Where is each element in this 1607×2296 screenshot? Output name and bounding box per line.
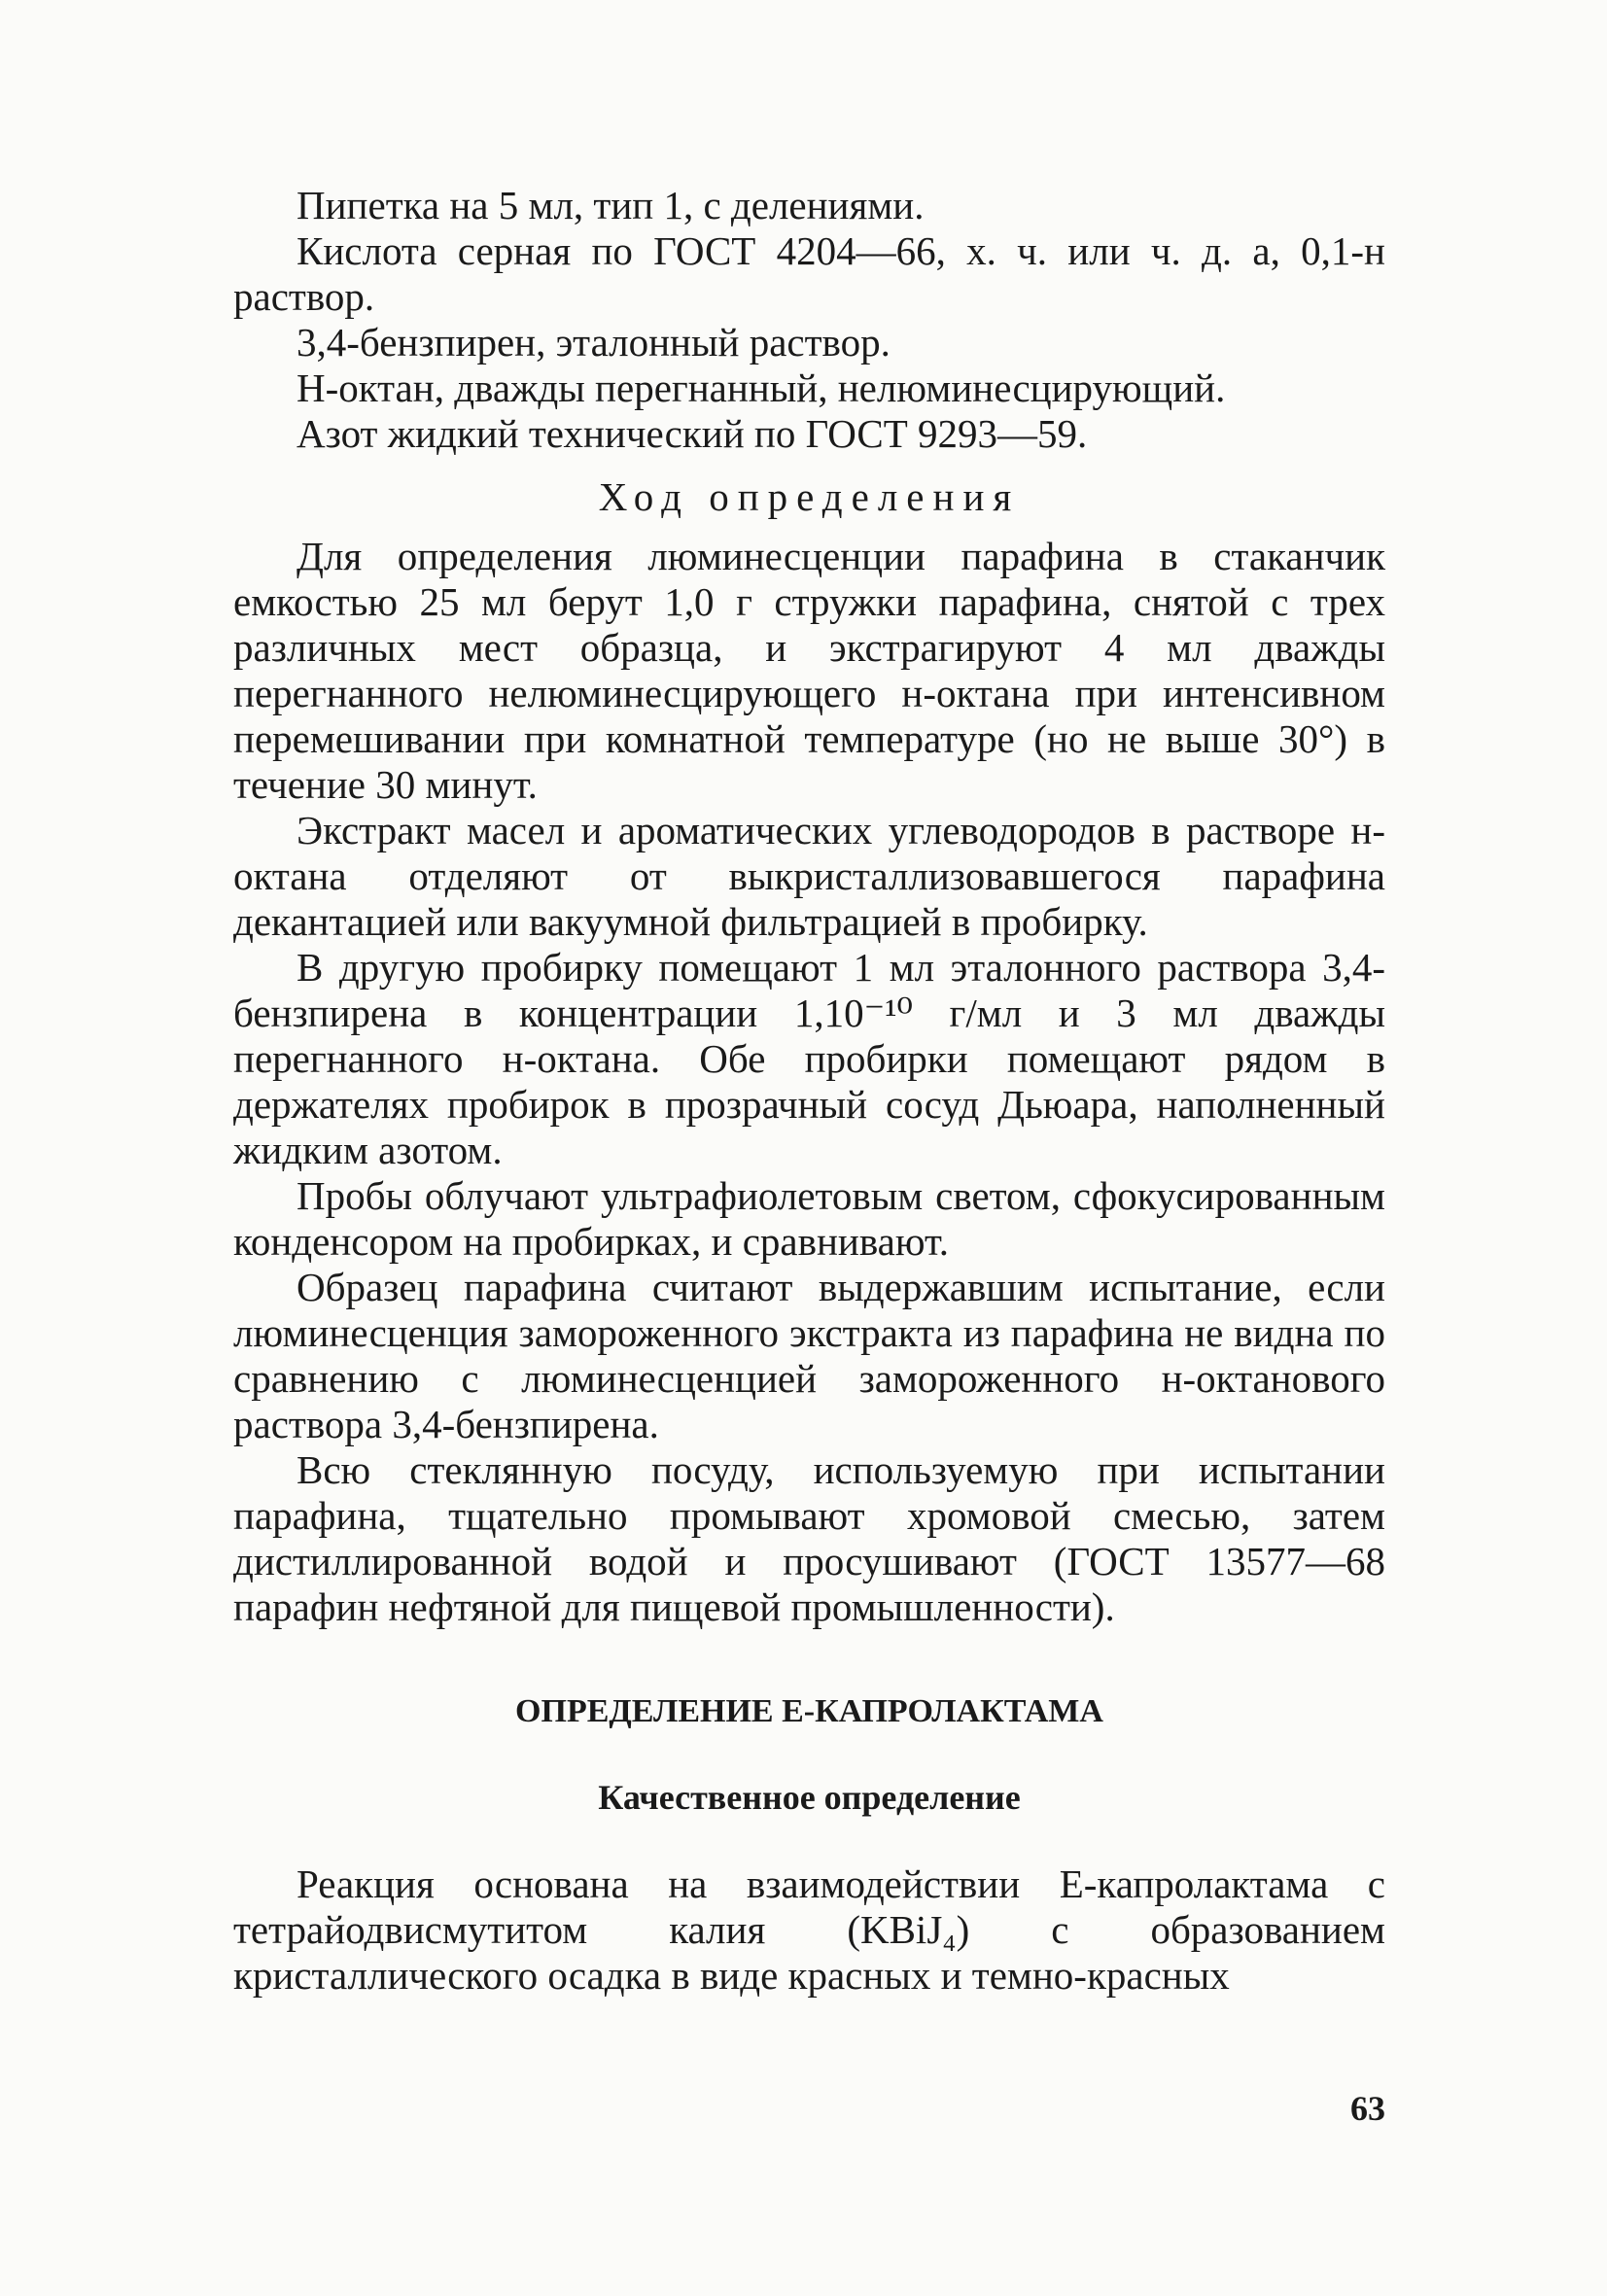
procedure-paragraph: Для определения люминесценции парафина в стаканчик емкостью 25 мл берут 1,0 г стружки парафина, снятой с трех различных мест образца, и экстрагируют 4 мл дважды перегнанного нелюминесцирующего н-октана при интенсивном перемешивании при комнатной температуре (но не выше 30°) в течение 30 минут.: [233, 534, 1385, 807]
procedure-paragraph: Образец парафина считают выдержавшим испытание, если люминесценция замороженного экстракта из парафина не видна по сравнению с люминесценцией замороженного н-октанового раствора 3,4-бензпирена.: [233, 1265, 1385, 1446]
page-number: 63: [1350, 2089, 1385, 2128]
procedure-paragraph: Пробы облучают ультрафиолетовым светом, сфокусированным конденсором на пробирках, и сравнивают.: [233, 1173, 1385, 1264]
reagent-line: Н-октан, дважды перегнанный, нелюминесцирующий.: [297, 365, 1226, 410]
procedure-paragraph: В другую пробирку помещают 1 мл эталонного раствора 3,4-бензпирена в концентрации 1,10⁻¹⁰ г/мл и 3 мл дважды перегнанного н-октана. Обе пробирки помещают рядом в держателях пробирок в прозрачный сосуд Дьюара, наполненный жидким азотом.: [233, 945, 1385, 1172]
reagent-line: 3,4-бензпирен, эталонный раствор.: [297, 320, 891, 365]
reagent-line: Кислота серная по ГОСТ 4204—66, х. ч. или ч. д. а, 0,1-н раствор.: [233, 228, 1385, 319]
section-title: ОПРЕДЕЛЕНИЕ Е-КАПРОЛАКТАМА: [515, 1693, 1103, 1729]
procedure-paragraph: Экстракт масел и ароматических углеводородов в растворе н-октана отделяют от выкристаллизовавшегося парафина декантацией или вакуумной фильтрацией в пробирку.: [233, 808, 1385, 944]
intro-paragraph: Реакция основана на взаимодействии Е-капролактама с тетрайодвисмутитом калия (KBiJ₄) с образованием кристаллического осадка в виде красных и темно-красных: [233, 1861, 1385, 1998]
subsection-title: Качественное определение: [598, 1778, 1021, 1817]
page-body: [233, 183, 1385, 1999]
reagent-line: Азот жидкий технический по ГОСТ 9293—59.: [297, 411, 1088, 456]
procedure-paragraph: Всю стеклянную посуду, используемую при испытании парафина, тщательно промывают хромовой смесью, затем дистиллированной водой и просушивают (ГОСТ 13577—68 парафин нефтяной для пищевой промышленности).: [233, 1447, 1385, 1629]
reagent-line: Пипетка на 5 мл, тип 1, с делениями.: [297, 183, 925, 227]
procedure-heading: Ход определения: [598, 474, 1021, 519]
